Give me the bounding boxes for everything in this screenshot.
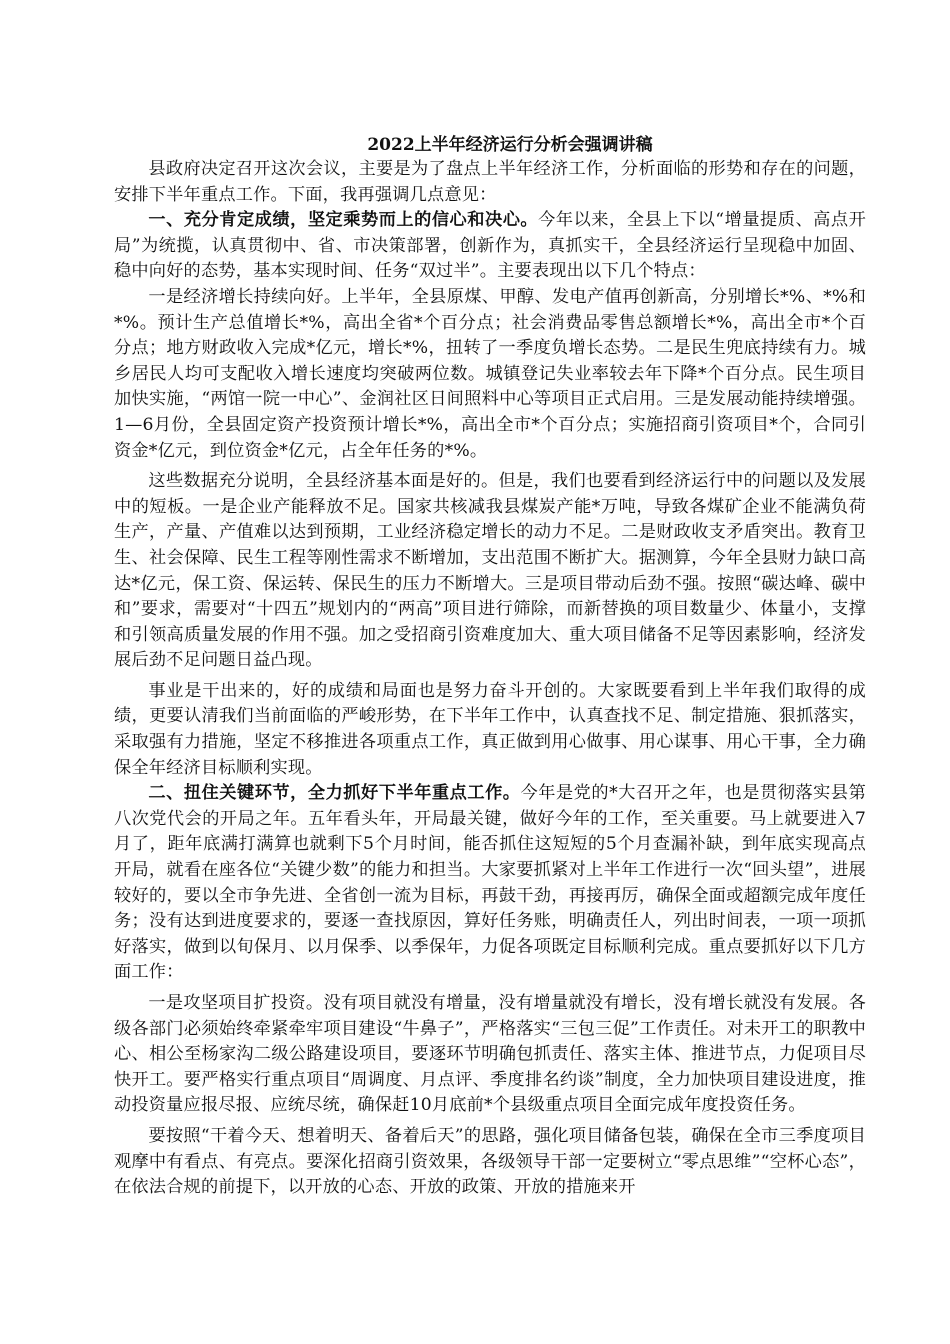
body-paragraph — [114, 679, 866, 781]
paragraph-text: 今年是党的*大召开之年，也是贯彻落实县第八次党代会的开局之年。五年看头年，开局最关键，做好今年的工作，至关重要。马上就要进入7月了，距年底满打满算也就剩下5个月时间，能否抓住这短短的5个月查漏补缺，到年底实现高点开局，就看在座各位“关键少数”的能力和担当。大家要抓紧对上半年工作进行一次“回头望”，进展较好的，要以全市争先进、全省创一流为目标，再鼓干劲，再接再厉，确保全面或超额完成年度任务；没有达到进度要求的，要逐一查找原因，算好任务账，明确责任人，列出时间表，一项一项抓好落实，做到以旬保月、以月保季、以季保年，力促各项既定目标顺利完成。重点要抓好以下几方面工作： — [114, 783, 866, 983]
section-heading: 二、扭住关键环节，全力抓好下半年重点工作。 — [148, 783, 521, 804]
body-paragraph — [114, 1124, 866, 1201]
document-title: 2022上半年经济运行分析会强调讲稿 — [367, 135, 653, 155]
body-paragraph — [114, 157, 866, 208]
document-body — [114, 157, 866, 1201]
body-paragraph — [114, 781, 866, 986]
paragraph-text: 这些数据充分说明，全县经济基本面是好的。但是，我们也要看到经济运行中的问题以及发展中的短板。一是企业产能释放不足。国家共核减我县煤炭产能*万吨，导致各煤矿企业不能满负荷生产，产量、产值难以达到预期，工业经济稳定增长的动力不足。二是财政收支矛盾突出。教育卫生、社会保障、民生工程等刚性需求不断增加，支出范围不断扩大。据测算，今年全县财力缺口高达*亿元，保工资、保运转、保民生的压力不断增大。三是项目带动后劲不强。按照“碳达峰、碳中和”要求，需要对“十四五”规划内的“两高”项目进行筛除，而新替换的项目数量少、体量小，支撑和引领高质量发展的作用不强。加之受招商引资难度加大、重大项目储备不足等因素影响，经济发展后劲不足问题日益凸现。 — [114, 471, 866, 671]
section-heading: 一、充分肯定成绩，坚定乘势而上的信心和决心。 — [148, 210, 539, 231]
document-page — [114, 127, 866, 1201]
paragraph-text: 要按照“干着今天、想着明天、备着后天”的思路，强化项目储备包装，确保在全市三季度项目观摩中有看点、有亮点。要深化招商引资效果，各级领导干部一定要树立“零点思维”“空杯心态”，在依法合规的前提下，以开放的心态、开放的政策、开放的措施来开 — [114, 1125, 866, 1198]
paragraph-text: 一是攻坚项目扩投资。没有项目就没有增量，没有增量就没有增长，没有增长就没有发展。各级各部门必须始终牵紧牵牢项目建设“牛鼻子”，严格落实“三包三促”工作责任。对未开工的职教中心、相公至杨家沟二级公路建设项目，要逐环节明确包抓责任、落实主体、推进节点，力促项目尽快开工。要严格实行重点项目“周调度、月点评、季度排名约谈”制度，全力加快项目建设进度，推动投资量应报尽报、应统尽统，确保赶10月底前*个县级重点项目全面完成年度投资任务。 — [114, 993, 866, 1116]
paragraph-text: 县政府决定召开这次会议，主要是为了盘点上半年经济工作，分析面临的形势和存在的问题，安排下半年重点工作。下面，我再强调几点意见： — [114, 159, 866, 205]
paragraph-text: 一是经济增长持续向好。上半年，全县原煤、甲醇、发电产值再创新高，分别增长*%、*%和*%。预计生产总值增长*%，高出全省*个百分点；社会消费品零售总额增长*%，高出全市*个百分点；地方财政收入完成*亿元，增长*%，扭转了一季度负增长态势。二是民生兜底持续有力。城乡居民人均可支配收入增长速度均突破两位数。城镇登记失业率较去年下降*个百分点。民生项目加快实施，“两馆一院一中心”、金润社区日间照料中心等项目正式启用。三是发展动能持续增强。1—6月份，全县固定资产投资预计增长*%，高出全市*个百分点；实施招商引资项目*个，合同引资金*亿元，到位资金*亿元，占全年任务的*%。 — [114, 286, 866, 461]
body-paragraph — [114, 208, 866, 285]
paragraph-text: 今年以来，全县上下以“增量提质、高点开局”为统揽，认真贯彻中、省、市决策部署，创新作为，真抓实干，全县经济运行呈现稳中加固、稳中向好的态势，基本实现时间、任务“双过半”。主要表现出以下几个特点： — [114, 210, 867, 282]
body-paragraph — [114, 991, 866, 1119]
body-paragraph — [114, 285, 866, 464]
paragraph-text: 事业是干出来的，好的成绩和局面也是努力奋斗开创的。大家既要看到上半年我们取得的成绩，更要认清我们当前面临的严峻形势，在下半年工作中，认真查找不足、制定措施、狠抓落实，采取强有力措施，坚定不移推进各项重点工作，真正做到用心做事、用心谋事、用心干事，全力确保全年经济目标顺利实现。 — [114, 680, 866, 778]
body-paragraph — [114, 469, 866, 674]
